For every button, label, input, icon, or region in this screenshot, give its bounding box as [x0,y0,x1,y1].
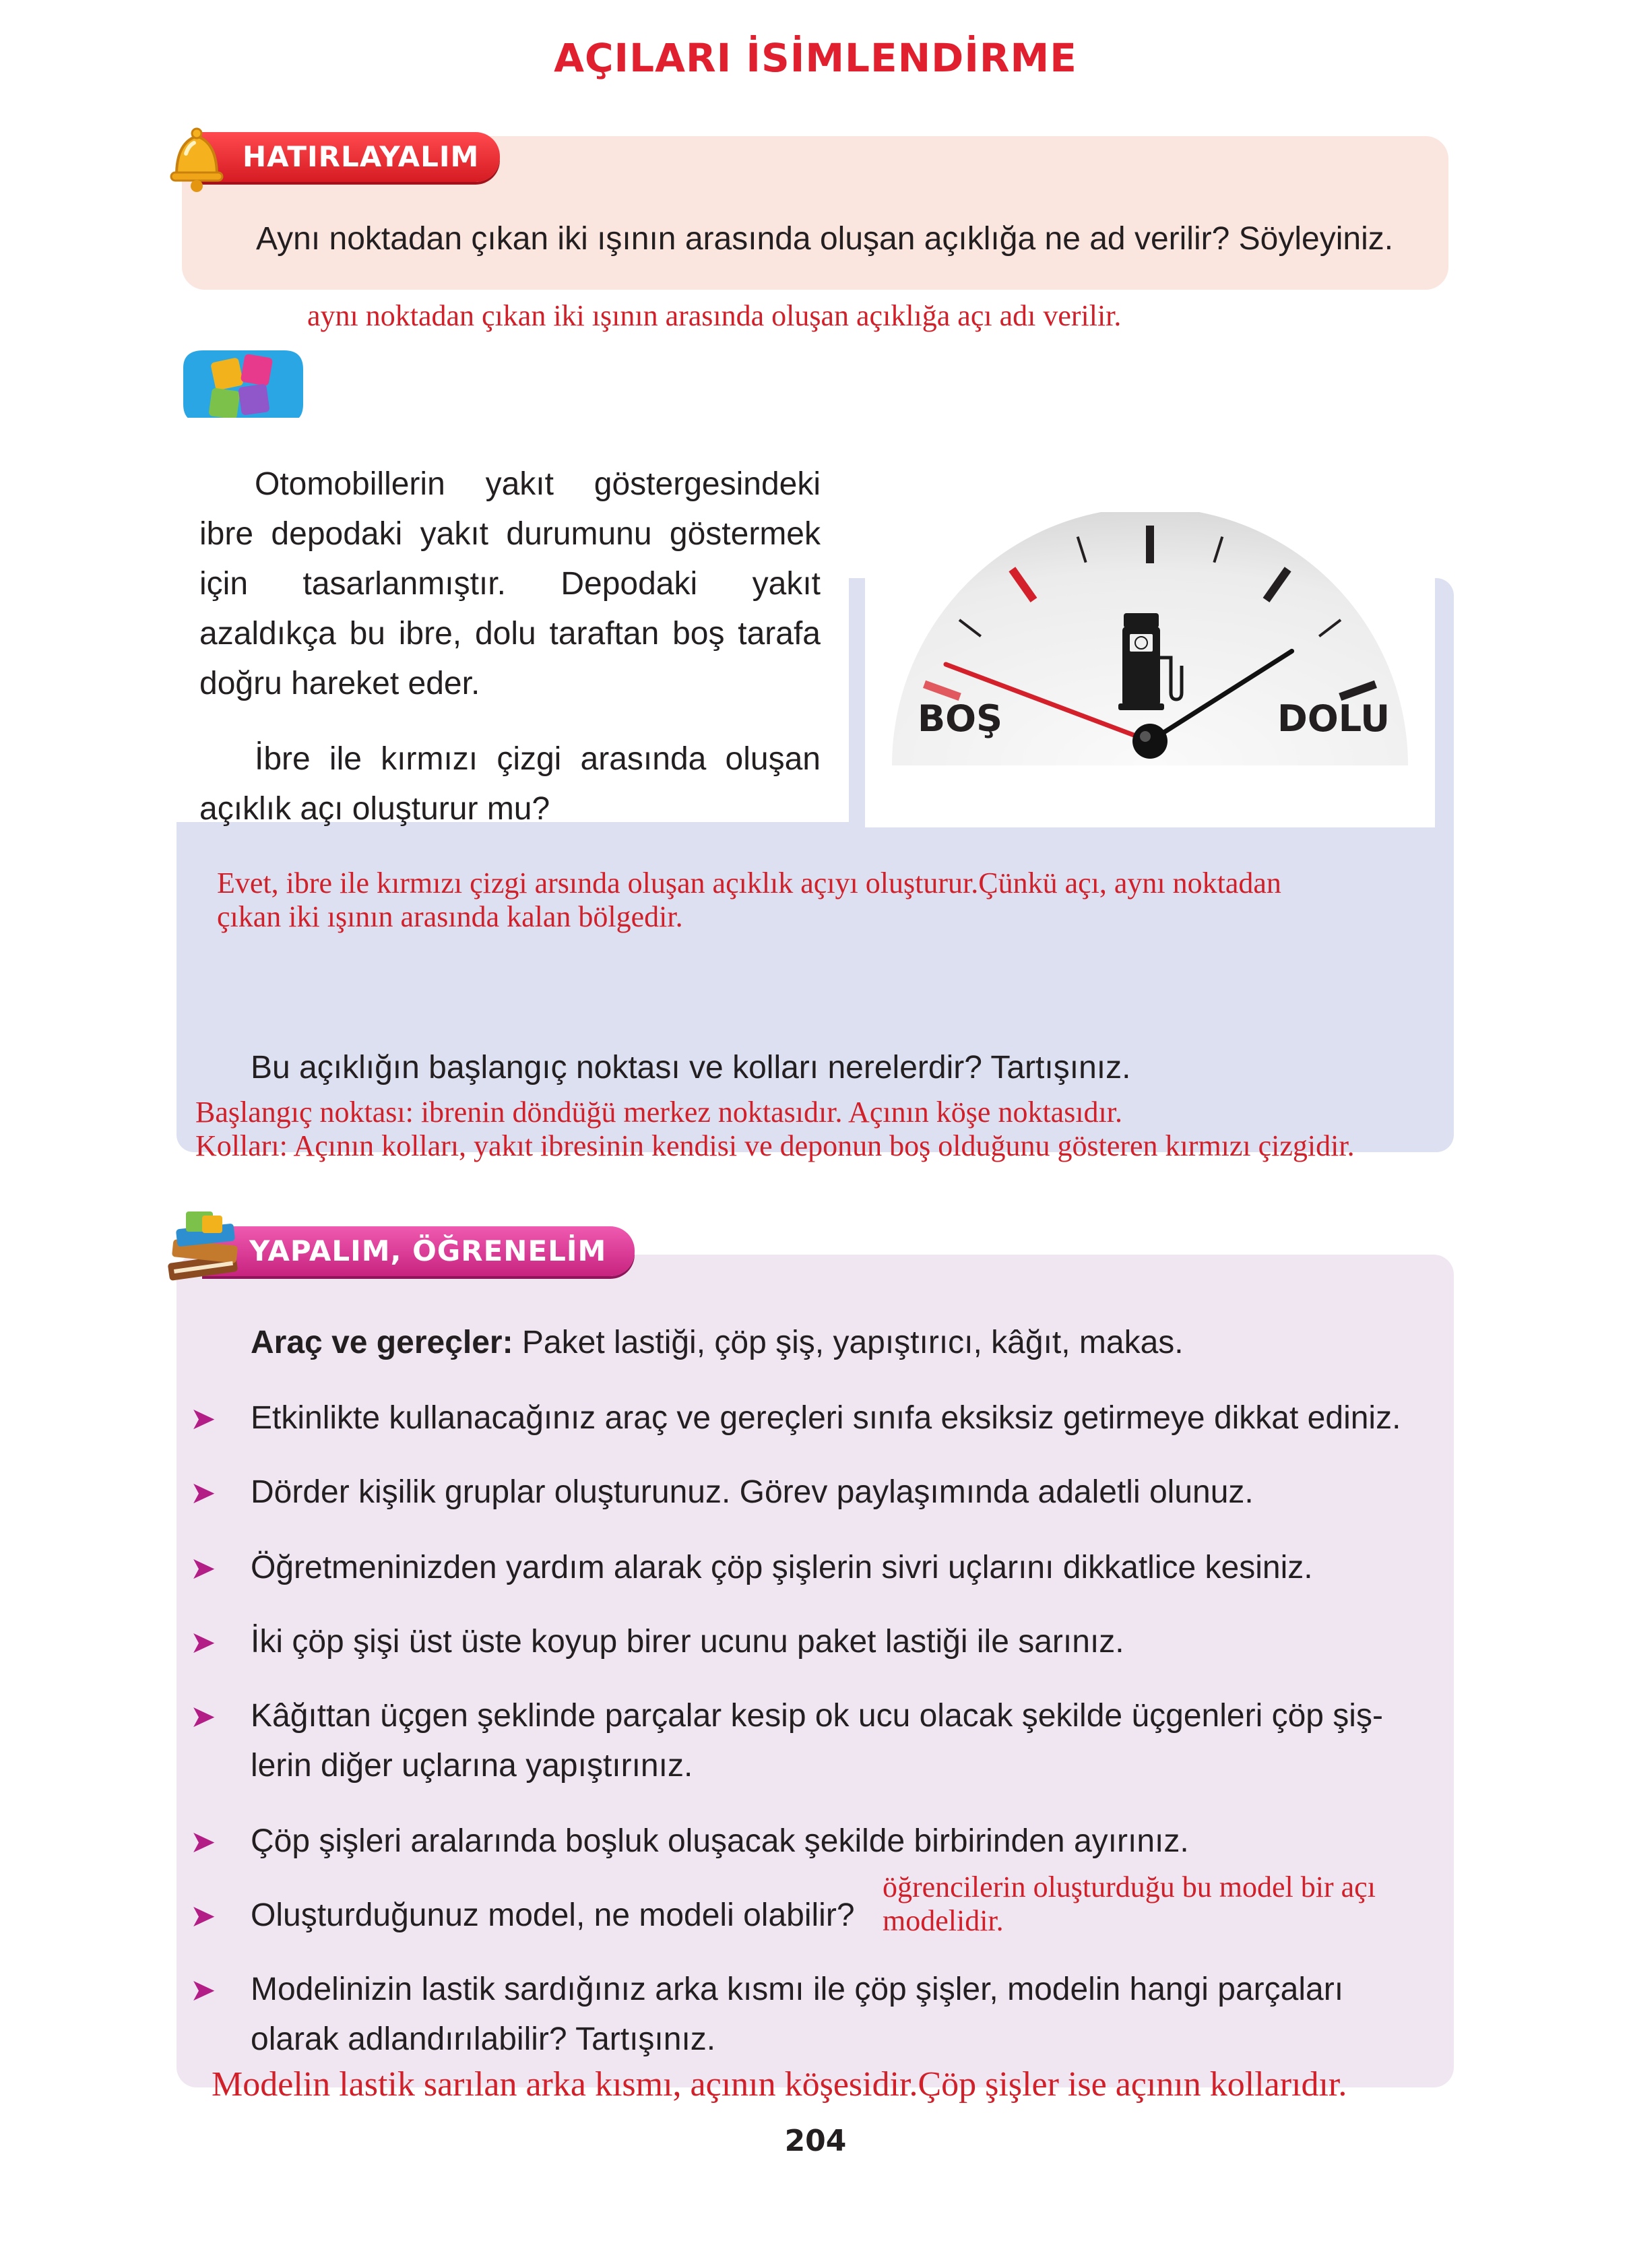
page-title: AÇILARI İSİMLENDİRME [554,35,1077,81]
bullet-arrow-icon: ➤ [190,1824,216,1859]
remember-answer: aynı noktadan çıkan iki ışının arasında oluşan açıklığa açı adı verilir. [307,299,1122,332]
bullet-arrow-icon: ➤ [190,1699,216,1734]
step-text: Çöp şişleri aralarında boşluk oluşacak şekilde birbirinden ayırınız. [251,1823,1189,1859]
gauge-answer-2-line-1: Başlangıç noktası: ibrenin döndüğü merkez noktasıdır. Açının köşe noktasıdır. [195,1096,1123,1129]
gauge-answer-1-line-2: çıkan iki ışının arasında kalan bölgedir. [217,900,683,933]
books-icon [159,1203,247,1291]
step-row [190,1691,1443,1791]
needle-pivot [1132,724,1168,759]
step-text: Modelinizin lastik sardığınız arka kısmı ile çöp şişler, modelin hangi parçaları [251,1972,1344,2007]
gauge-full-label: DOLU [1277,697,1390,740]
step-row [190,1617,1443,1667]
gauge-empty-label: BOŞ [918,697,1002,740]
page-number: 204 [784,2124,847,2158]
gauge-answer-1-line-1: Evet, ibre ile kırmızı çizgi arsında oluşan açıklık açıyı oluşturur.Çünkü açı, aynı noktadan [217,867,1281,900]
model-answer-line-1: öğrencilerin oluşturduğu bu model bir açı [883,1870,1376,1903]
fuel-gauge [865,512,1435,827]
step-row [190,1543,1443,1593]
materials-label: Araç ve gereçler: [251,1325,513,1360]
step-text: Etkinlikte kullanacağınız araç ve gereçleri sınıfa eksiksiz getirmeye dikkat ediniz. [251,1400,1401,1436]
bullet-arrow-icon: ➤ [190,1401,216,1436]
gauge-paragraph-2: İbre ile kırmızı çizgi arasında oluşan açıklık açı oluşturur mu? [199,741,821,827]
needle-pivot-highlight [1140,731,1151,742]
bullet-arrow-icon: ➤ [190,1898,216,1933]
step-text-continued: lerin diğer uçlarına yapıştırınız. [251,1748,693,1784]
activity-ribbon: YAPALIM, ÖĞRENELİM [202,1226,635,1276]
bullet-arrow-icon: ➤ [190,1625,216,1660]
step-row [190,1817,1443,1866]
step-row [190,1393,1443,1443]
final-answer: Modelin lastik sarılan arka kısmı, açının köşesidir.Çöp şişler ise açının kollarıdır. [212,2065,1347,2104]
gauge-answer-2-line-2: Kolları: Açının kolları, yakıt ibresinin kendisi ve deponun boş olduğunu gösteren kırmızı çizgidir. [195,1129,1355,1162]
model-answer-line-2: modelidir. [883,1904,1004,1937]
gauge-paragraph-1: Otomobillerin yakıt göstergesindeki ibre depodaki yakıt durumunu göstermek için tasarlanmıştır. Depodaki yakıt azaldıkça bu ibre, dolu taraftan boş tarafa doğru hareket eder. [199,466,821,701]
gauge-question-2: Bu açıklığın başlangıç noktası ve kolları nerelerdir? Tartışınız. [251,1050,1131,1085]
materials-text: Paket lastiği, çöp şiş, yapıştırıcı, kâğıt, makas. [513,1325,1184,1360]
step-text-continued: olarak adlandırılabilir? Tartışınız. [251,2021,716,2057]
remember-question: Aynı noktadan çıkan iki ışının arasında oluşan açıklığa ne ad verilir? Söyleyiniz. [256,221,1394,257]
bullet-arrow-icon: ➤ [190,1475,216,1510]
step-text: İki çöp şişi üst üste koyup birer ucunu paket lastiği ile sarınız. [251,1624,1124,1660]
step-text: Dörder kişilik gruplar oluşturunuz. Görev paylaşımında adaletli olunuz. [251,1474,1254,1510]
activity-box [177,1255,1454,2087]
step-row [190,1468,1443,1517]
remember-ribbon: HATIRLAYALIM [195,132,500,182]
bell-icon [156,116,237,197]
materials-line [251,1318,1184,1368]
step-text: Oluşturduğunuz model, ne modeli olabilir? [251,1897,855,1933]
bullet-arrow-icon: ➤ [190,1972,216,2007]
bullet-arrow-icon: ➤ [190,1550,216,1585]
step-text: Kâğıttan üçgen şeklinde parçalar kesip ok ucu olacak şekilde üçgenleri çöp şiş- [251,1698,1383,1734]
step-row [190,1965,1443,2065]
step-text: Öğretmeninizden yardım alarak çöp şişlerin sivri uçlarını dikkatlice kesiniz. [251,1550,1313,1585]
